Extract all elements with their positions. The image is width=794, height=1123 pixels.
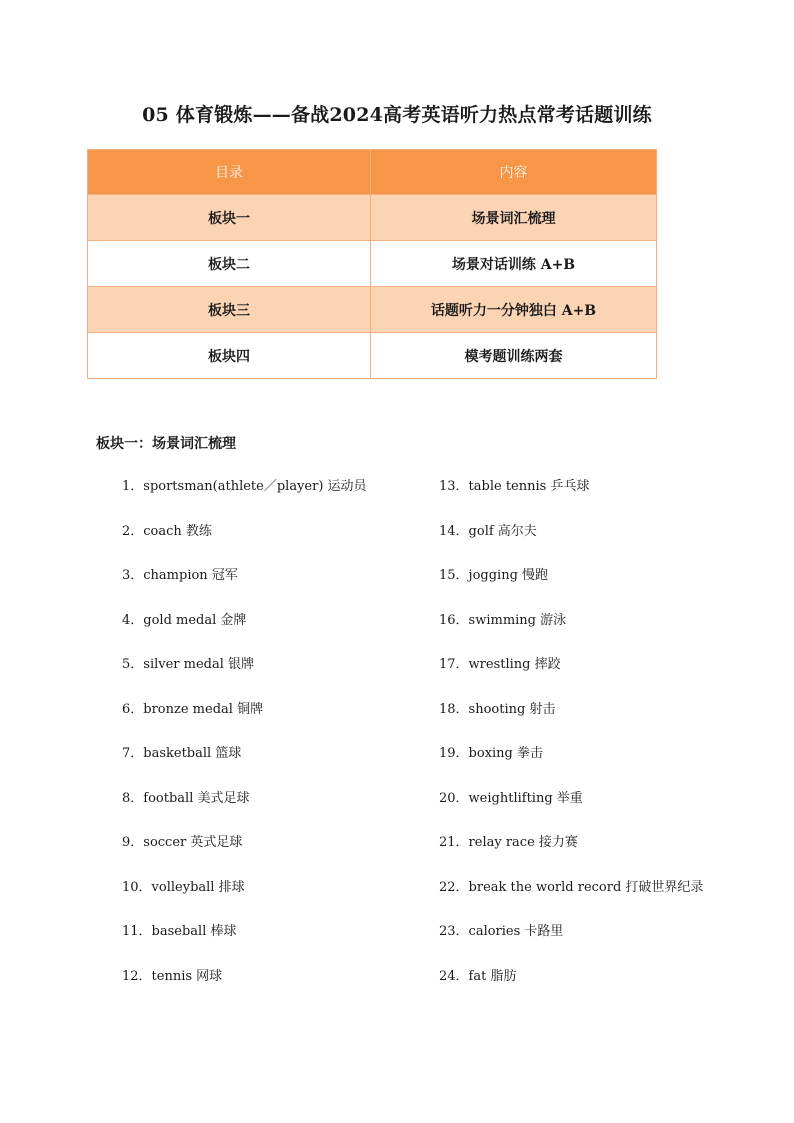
toc-table: [87, 149, 657, 379]
list-item: 22．break the world record 打破世界纪录: [439, 879, 704, 895]
vocab-list: [122, 478, 722, 1012]
toc-header-catalog: 目录: [88, 150, 371, 195]
list-item: 20．weightlifting 举重: [439, 790, 583, 806]
list-item: 10．volleyball 排球: [122, 879, 245, 895]
list-item: 16．swimming 游泳: [439, 612, 567, 628]
list-item: 24．fat 脂肪: [439, 968, 517, 984]
toc-section-cell: 板块二: [88, 241, 371, 287]
list-item: 2．coach 教练: [122, 523, 212, 539]
list-item: 8．football 美式足球: [122, 790, 250, 806]
table-row: [88, 195, 657, 241]
table-row: [88, 333, 657, 379]
toc-section-cell: 板块一: [88, 195, 371, 241]
list-item: 17．wrestling 摔跤: [439, 657, 561, 672]
toc-section-cell: 板块四: [88, 333, 371, 379]
toc-content-cell: 场景词汇梳理: [371, 195, 657, 241]
toc-content-cell: 模考题训练两套: [371, 333, 657, 379]
page-title: 05 体育锻炼——备战2024高考英语听力热点常考话题训练: [142, 104, 652, 126]
list-item: 11．baseball 棒球: [122, 924, 237, 939]
list-item: 12．tennis 网球: [122, 968, 223, 984]
list-item: 13．table tennis 乒乓球: [439, 479, 590, 494]
section-heading: 板块一：场景词汇梳理: [96, 436, 236, 452]
list-item: 3．champion 冠军: [122, 568, 238, 583]
toc-content-cell: 话题听力一分钟独白 A+B: [371, 287, 657, 333]
toc-content-cell: 场景对话训练 A+B: [371, 241, 657, 287]
list-item: 4．gold medal 金牌: [122, 612, 247, 628]
list-item: 6．bronze medal 铜牌: [122, 701, 264, 717]
list-item: 18．shooting 射击: [439, 701, 556, 717]
toc-header-row: [88, 150, 657, 195]
table-row: [88, 241, 657, 287]
list-item: 21．relay race 接力赛: [439, 835, 578, 850]
list-item: 19．boxing 拳击: [439, 746, 544, 761]
list-item: 7．basketball 篮球: [122, 746, 242, 761]
list-item: 23．calories 卡路里: [439, 924, 564, 939]
list-item: 15．jogging 慢跑: [439, 568, 549, 583]
toc-header-content: 内容: [371, 150, 657, 195]
list-item: 9．soccer 英式足球: [122, 835, 243, 850]
list-item: 5．silver medal 银牌: [122, 657, 255, 672]
toc-section-cell: 板块三: [88, 287, 371, 333]
table-row: [88, 287, 657, 333]
list-item: 1．sportsman(athlete／player) 运动员: [122, 479, 367, 494]
list-item: 14．golf 高尔夫: [439, 523, 537, 539]
